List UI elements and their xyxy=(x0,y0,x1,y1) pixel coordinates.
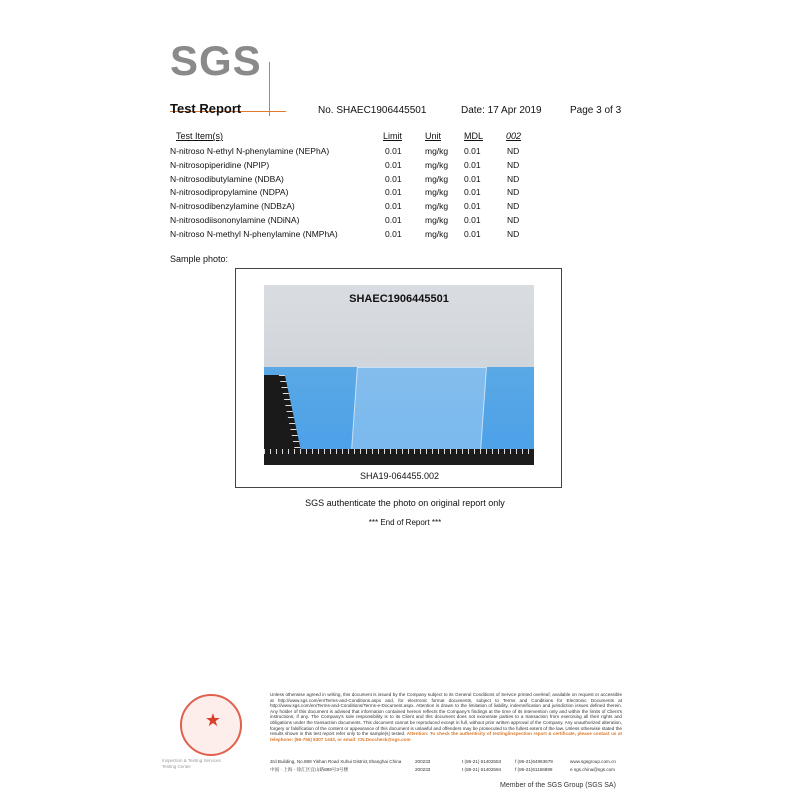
website: www.sgsgroup.com.cn xyxy=(570,759,616,764)
test-item-unit: mg/kg xyxy=(425,228,449,239)
test-item-mdl: 0.01 xyxy=(464,214,481,225)
zip-code: 200233 xyxy=(415,759,431,764)
tel-cn: t (86-21) 61402594 xyxy=(462,767,502,772)
photo-report-id: SHAEC1906445501 xyxy=(349,293,449,305)
test-item-unit: mg/kg xyxy=(425,201,449,212)
test-item-mdl: 0.01 xyxy=(464,228,481,239)
terms-body: Unless otherwise agreed in writing, this document is issued by the Company subject to its General Conditions of Service printed overleaf, available on request or accessible at http://www.sgs.com/en/Terms-and-Conditions.aspx and, for electronic format documents, subject to Terms and Conditions for Electronic Documents at http://www.sgs.com/en/Terms-and-Conditions/Terms-e-Document.aspx. Attention is drawn to the limitation of liability, indemnification and jurisdiction issues defined therein. Any holder of this document is advised that information contained hereon reflects the Company's findings at the time of its intervention only and within the limits of Client's instructions, if any. The Company's sole responsibility is to its Client and this document does not exonerate parties to a transaction from exercising all their rights and obligations under the transaction documents. This document cannot be reproduced except in full, without prior written approval of the Company. Any unauthorized alteration, forgery or falsification of the content or appearance of this document is unlawful and offenders may be prosecuted to the fullest extent of the law. Unless otherwise stated the results shown in this test report refer only to the sample(s) tested. xyxy=(270,692,622,737)
address-cn: 中国 · 上海 · 徐汇区宜山路889号3号楼 xyxy=(270,767,349,772)
test-item-limit: 0.01 xyxy=(385,187,402,198)
test-item-name: N-nitrosopiperidine (NPIP) xyxy=(170,159,270,170)
column-header-mdl: MDL xyxy=(464,131,484,141)
test-item-unit: mg/kg xyxy=(425,146,449,156)
column-header-item: Test Item(s) xyxy=(176,131,224,141)
column-header-sample: 002 xyxy=(506,131,522,141)
seal-stamp-icon xyxy=(180,694,242,756)
test-item-limit: 0.01 xyxy=(385,146,402,156)
test-item-unit: mg/kg xyxy=(425,187,449,198)
star-icon: ★ xyxy=(204,710,222,730)
photo-sample-sheet xyxy=(351,367,487,451)
test-item-name: N-nitrosodibenzylamine (NDBzA) xyxy=(170,201,295,212)
test-item-name: N-nitrosodipropylamine (NDPA) xyxy=(170,187,289,198)
fax-en: f (86-21)64953679 xyxy=(515,759,553,764)
ruler-icon xyxy=(264,449,534,465)
test-item-unit: mg/kg xyxy=(425,173,449,184)
test-item-name: N-nitrosodiisononylamine (NDiNA) xyxy=(170,214,300,225)
test-item-result: ND xyxy=(507,173,520,184)
table-row xyxy=(0,228,800,242)
column-header-limit: Limit xyxy=(383,131,403,141)
test-item-limit: 0.01 xyxy=(385,201,402,212)
results-table xyxy=(0,145,800,242)
seal-caption-line: Testing Center xyxy=(162,764,192,769)
address-en: 3rd Building, No.889 Yishan Road Xuhui District,Shanghai China xyxy=(270,759,402,764)
test-item-name: N-nitroso N-ethyl N-phenylamine (NEPhA) xyxy=(170,146,330,156)
footer xyxy=(162,688,622,788)
page-number: Page 3 of 3 xyxy=(570,105,622,116)
terms-text xyxy=(270,692,622,742)
column-header-unit: Unit xyxy=(425,131,442,141)
report-number: No. SHAEC1906445501 xyxy=(318,105,427,116)
test-item-result: ND xyxy=(507,159,520,170)
test-item-mdl: 0.01 xyxy=(464,173,481,184)
table-row xyxy=(0,159,800,173)
fax-cn: f (86-21)61156899 xyxy=(515,767,553,772)
test-item-limit: 0.01 xyxy=(385,228,402,239)
sample-photo xyxy=(264,285,534,465)
table-row xyxy=(0,214,800,228)
report-date: Date: 17 Apr 2019 xyxy=(461,105,542,116)
test-item-limit: 0.01 xyxy=(385,214,402,225)
table-row xyxy=(0,186,800,200)
test-item-result: ND xyxy=(507,146,520,156)
test-item-result: ND xyxy=(507,214,520,225)
attention-text: Attention: To check the authenticity of testing/inspection report & certificate, please contact us at telephone: (86-755) 8307 1443, or email: CN.Doccheck@sgs.com xyxy=(270,731,622,742)
test-item-mdl: 0.01 xyxy=(464,201,481,212)
member-note: Member of the SGS Group (SGS SA) xyxy=(500,782,616,789)
report-title: Test Report xyxy=(170,101,242,116)
test-item-result: ND xyxy=(507,228,520,239)
logo-text: SGS xyxy=(170,37,262,84)
test-item-limit: 0.01 xyxy=(385,159,402,170)
email: e sgs.china@sgs.com xyxy=(570,767,616,772)
photo-caption: SHA19-064455.002 xyxy=(359,471,440,481)
sample-photo-frame xyxy=(235,268,562,488)
test-item-result: ND xyxy=(507,187,520,198)
test-item-name: N-nitrosodibutylamine (NDBA) xyxy=(170,173,284,184)
zip-code: 200233 xyxy=(415,767,431,772)
test-item-result: ND xyxy=(507,201,520,212)
sample-photo-label: Sample photo: xyxy=(170,254,229,264)
test-item-mdl: 0.01 xyxy=(464,146,481,156)
test-item-mdl: 0.01 xyxy=(464,187,481,198)
test-item-unit: mg/kg xyxy=(425,214,449,225)
end-of-report: *** End of Report *** xyxy=(368,518,442,527)
seal-caption-line: Inspection & Testing Services xyxy=(162,758,221,763)
table-row xyxy=(0,145,800,159)
sgs-logo xyxy=(170,38,290,84)
test-item-mdl: 0.01 xyxy=(464,159,481,170)
tel-en: t (86-21) 61402553 xyxy=(462,759,502,764)
test-item-limit: 0.01 xyxy=(385,173,402,184)
seal-caption xyxy=(162,758,268,770)
official-seal xyxy=(162,694,260,756)
logo-line xyxy=(269,62,270,116)
table-row xyxy=(0,173,800,187)
table-row xyxy=(0,200,800,214)
test-item-name: N-nitroso N-methyl N-phenylamine (NMPhA) xyxy=(170,228,338,239)
test-item-unit: mg/kg xyxy=(425,159,449,170)
authenticate-note: SGS authenticate the photo on original report only xyxy=(305,498,505,508)
